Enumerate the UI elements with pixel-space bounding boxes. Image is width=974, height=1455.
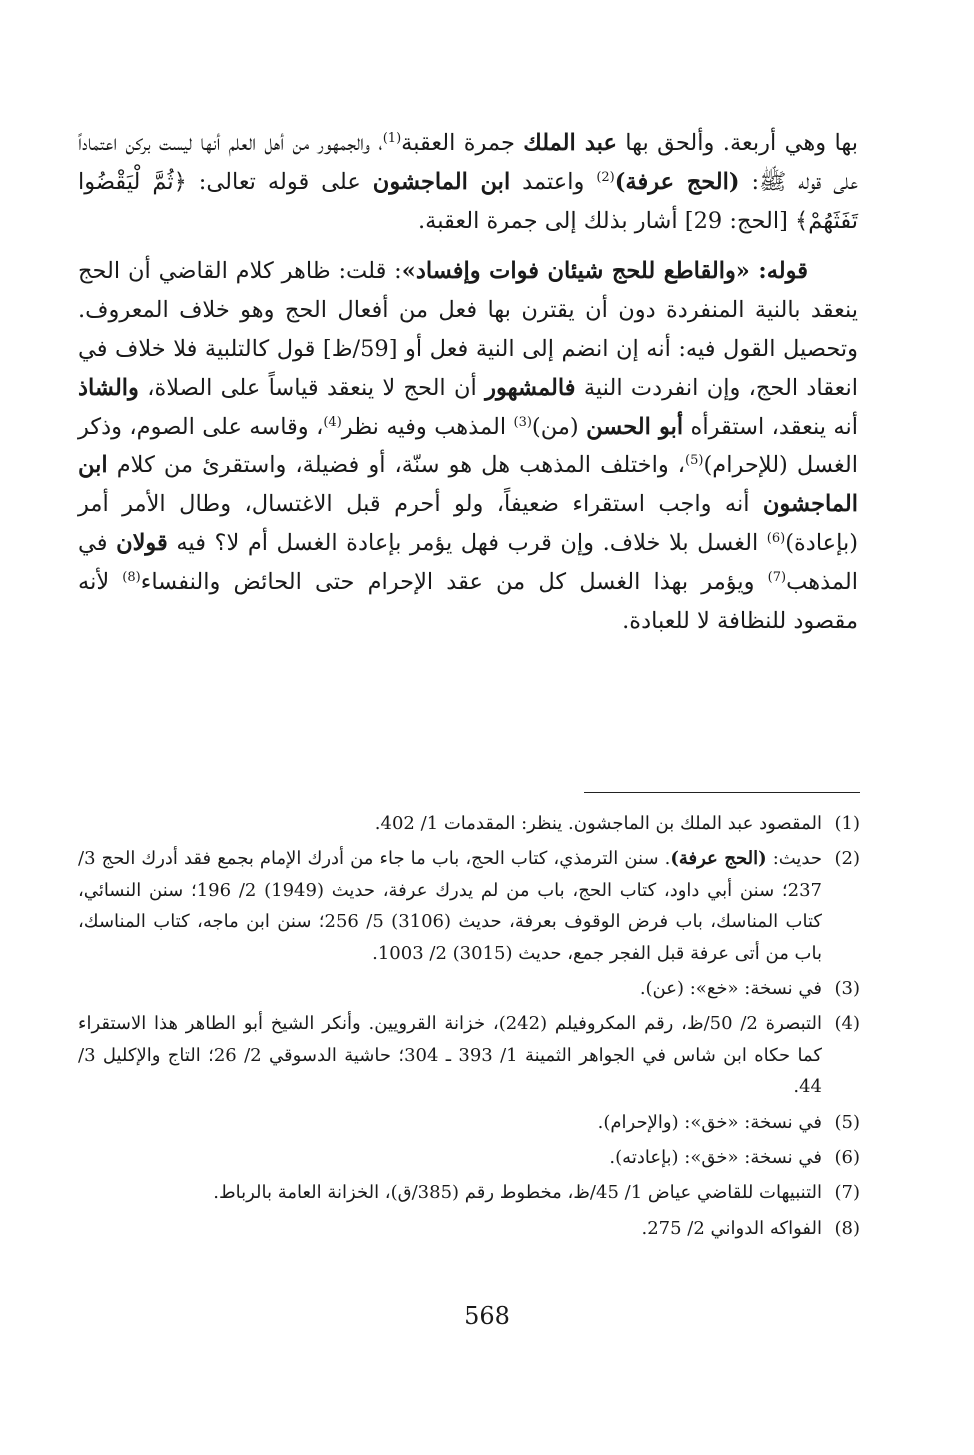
text-run: أنه واجب استقراء ضعيفاً، ولو أحرم قبل الاغتسال، وطال الأمر أمر (بإعادة)	[78, 491, 858, 556]
bold-term: والشاذ	[78, 374, 139, 401]
text-run: المذهب وفيه نظر	[341, 413, 514, 440]
bold-quote-heading: قوله: «والقاطع للحج شيئان فوات وإفساد»	[401, 258, 808, 285]
footnote-item	[78, 1107, 860, 1138]
main-text	[78, 124, 858, 640]
text-run: ، وقاسه على الصوم، وذكر الغسل (للإحرام)	[78, 413, 858, 479]
text-run: : قلت: ظاهر كلام القاضي أن الحج ينعقد بالنية المنفردة دون أن يقترن بها فعل من أفعال الحج وهو خلاف المعروف. وتحصيل القول فيه: أنه إن انضم إلى النية فعل أو [59/ظ] قول كالتلبية فلا خلاف في انعقاد الحج، وإن انفردت النية	[78, 258, 858, 401]
bold-name: ابن الماجشون	[372, 168, 511, 195]
footnote-ref-5[interactable]: (5)	[685, 453, 704, 469]
footnote-text	[78, 843, 822, 969]
footnote-item	[78, 1142, 860, 1173]
text-run: الغسل بلا خلاف. وإن قرب فهل يؤمر بإعادة الغسل أم لا؟ فيه	[167, 529, 767, 556]
footnote-number: (3)	[834, 978, 860, 1000]
footnote-text: في نسخة: «خق»: (بإعادته).	[609, 1147, 822, 1169]
footnote-number: (4)	[834, 1013, 860, 1035]
footnote-item	[78, 1008, 860, 1102]
footnote-ref-2[interactable]: (2)	[596, 169, 615, 185]
footnote-item	[78, 808, 860, 839]
text-run: حديث:	[766, 848, 823, 870]
text-run: ، والجمهور من أهل العلم أنها ليست بركن اعتماداً على قوله ﷺ:	[78, 130, 859, 195]
footnote-ref-7[interactable]: (7)	[767, 569, 787, 585]
footnote-item	[78, 973, 860, 1004]
text-run: أنه ينعقد، استقرأه	[683, 413, 858, 440]
footnote-item	[78, 1177, 860, 1208]
footnote-item	[78, 843, 860, 969]
paragraph-1	[78, 124, 858, 240]
text-run: ، واختلف المذهب هل هو سنّة، أو فضيلة، واستقرئ من كلام	[107, 452, 686, 479]
footnote-ref-6[interactable]: (6)	[766, 530, 786, 546]
footnote-item	[78, 1213, 860, 1244]
footnote-number: (7)	[834, 1182, 860, 1204]
text-run: على قوله تعالى: ﴿ثُمَّ لْيَقْضُوا تَفَثَهُمْ﴾ [الحج: 29] أشار بذلك إلى جمرة العقبة.	[78, 168, 858, 234]
footnote-text: التنبيهات للقاضي عياض 1/ 45/ظ، مخطوط رقم (385/ق)، الخزانة العامة بالرباط.	[213, 1182, 822, 1204]
footnote-divider	[584, 792, 860, 793]
footnote-number: (1)	[834, 813, 860, 834]
footnote-text: في نسخة: «خق»: (والإحرام).	[597, 1111, 822, 1133]
text-run: أن الحج لا ينعقد قياساً على الصلاة،	[138, 374, 486, 401]
footnote-text: التبصرة 2/ 50/ظ، رقم المكروفيلم (242)، خزانة القرويين. وأنكر الشيخ أبو الطاهر هذا الاستقراء كما حكاه ابن شاس في الجواهر الثمينة 1/ 393 ـ 304؛ حاشية الدسوقي 2/ 26؛ التاج والإكليل 3/ 44.	[78, 1013, 822, 1098]
text-run: ويؤمر بهذا الغسل كل من عقد الإحرام حتى الحائض والنفساء	[140, 568, 768, 595]
paragraph-2	[78, 252, 858, 640]
footnote-text: في نسخة: «خع»: (عن).	[639, 978, 822, 1000]
footnote-ref-4[interactable]: (4)	[323, 414, 342, 430]
bold-name: عبد الملك	[523, 130, 617, 156]
text-run: جمرة العقبة	[401, 130, 524, 156]
text-run: بها وهي أربعة. وألحق بها	[616, 130, 859, 156]
footnote-ref-1[interactable]: (1)	[382, 131, 402, 146]
footnote-text: الفواكه الدواني 2/ 275.	[641, 1217, 822, 1239]
text-run: في المذهب	[78, 529, 858, 595]
text-run: (من)	[531, 413, 587, 440]
footnote-ref-3[interactable]: (3)	[513, 414, 532, 430]
footnote-text: المقصود عبد الملك بن الماجشون. ينظر: المقدمات 1/ 402.	[374, 813, 822, 834]
footnote-number: (5)	[834, 1111, 860, 1133]
footnote-number: (2)	[834, 848, 860, 870]
bold-name: ابن الماجشون	[78, 452, 858, 518]
bold-hadith: (الحج عرفة)	[670, 848, 767, 870]
bold-term: قولان	[116, 529, 168, 556]
text-run: لأنه مقصود للنظافة لا للعبادة.	[78, 568, 858, 634]
bold-name: أبو الحسن	[586, 413, 684, 440]
footnote-number: (6)	[834, 1147, 860, 1169]
text-run: . سنن الترمذي، كتاب الحج، باب ما جاء من أدرك الإمام بجمع فقد أدرك الحج 3/ 237؛ سنن أبي داود، كتاب الحج، باب من لم يدرك عرفة، حديث (1949) 2/ 196؛ سنن النسائي، كتاب المناسك، باب فرض الوقوف بعرفة، حديث (3106) 5/ 256؛ سنن ابن ماجه، كتاب المناسك، باب من أتى عرفة قبل الفجر جمع، حديث (3015) 2/ 1003.	[78, 848, 822, 964]
footnote-number: (8)	[834, 1217, 860, 1239]
page-number: 568	[464, 1302, 510, 1330]
footnote-ref-8[interactable]: (8)	[122, 569, 141, 585]
bold-hadith: (الحج عرفة)	[614, 168, 740, 195]
footnotes-list	[78, 808, 860, 1248]
text-run: واعتمد	[510, 168, 597, 195]
bold-term: فالمشهور	[485, 374, 576, 401]
